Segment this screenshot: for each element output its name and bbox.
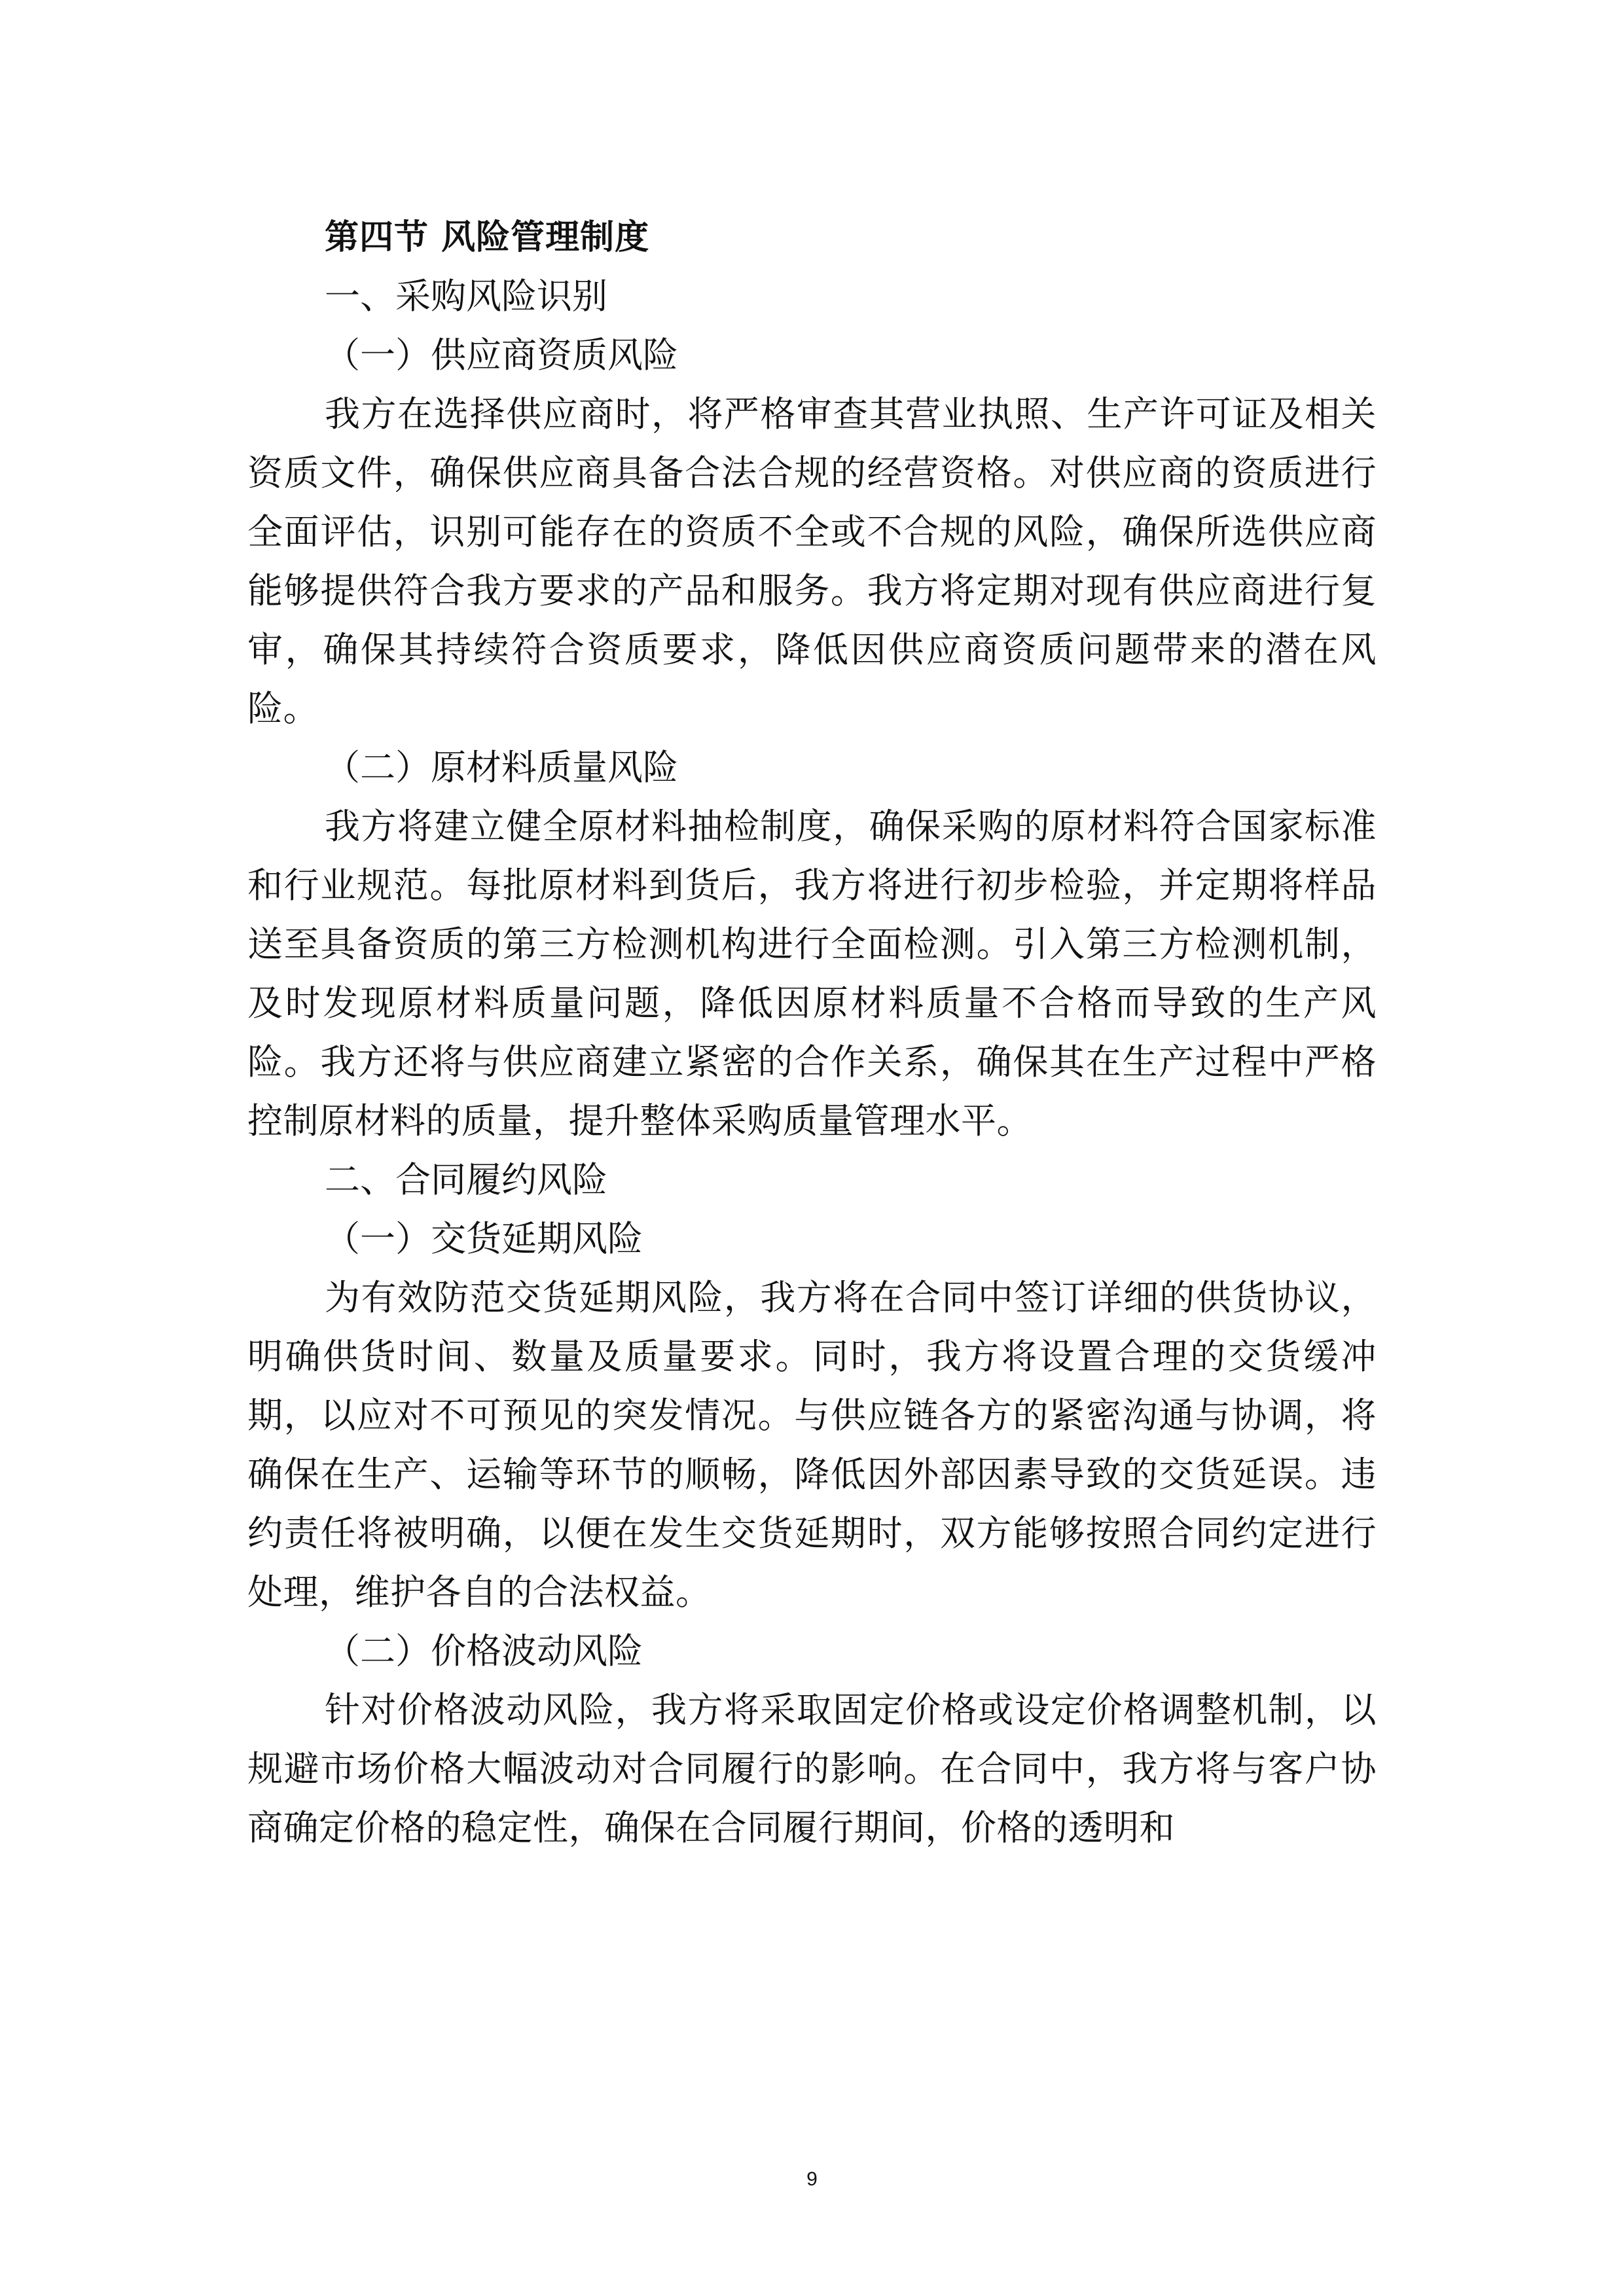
subheading-price-fluctuation-risk: （二）价格波动风险 bbox=[325, 1630, 643, 1672]
paragraph-raw-material-quality: 我方将建立健全原材料抽检制度，确保采购的原材料符合国家标准和行业规范。每批原材料到货后，我方将进行初步检验，并定期将样品送至具备资质的第三方检测机构进行全面检测。引入第三方检测机制，及时发现原材料质量问题，降低因原材料质量不合格而导致的生产风险。我方还将与供应商建立紧密的合作关系，确保其在生产过程中严格控制原材料的质量，提升整体采购质量管理水平。 bbox=[247, 806, 1377, 1141]
paragraph-delivery-delay: 为有效防范交货延期风险，我方将在合同中签订详细的供货协议，明确供货时间、数量及质量要求。同时，我方将设置合理的交货缓冲期，以应对不可预见的突发情况。与供应链各方的紧密沟通与协调，将确保在生产、运输等环节的顺畅，降低因外部因素导致的交货延误。违约责任将被明确，以便在发生交货延期时，双方能够按照合同约定进行处理，维护各自的合法权益。 bbox=[247, 1277, 1377, 1613]
heading-procurement-risk: 一、采购风险识别 bbox=[325, 276, 607, 317]
subheading-supplier-qualification-risk: （一）供应商资质风险 bbox=[325, 334, 678, 376]
paragraph-supplier-qualification: 我方在选择供应商时，将严格审查其营业执照、生产许可证及相关资质文件，确保供应商具备合法合规的经营资格。对供应商的资质进行全面评估，识别可能存在的资质不全或不合规的风险，确保所选供应商能够提供符合我方要求的产品和服务。我方将定期对现有供应商进行复审，确保其持续符合资质要求，降低因供应商资质问题带来的潜在风险。 bbox=[247, 393, 1377, 729]
paragraph-price-fluctuation: 针对价格波动风险，我方将采取固定价格或设定价格调整机制，以规避市场价格大幅波动对合同履行的影响。在合同中，我方将与客户协商确定价格的稳定性，确保在合同履行期间，价格的透明和 bbox=[247, 1689, 1377, 1848]
subheading-raw-material-quality-risk: （二）原材料质量风险 bbox=[325, 747, 678, 788]
section-title: 第四节 风险管理制度 bbox=[325, 218, 650, 257]
page-number: 9 bbox=[806, 2168, 818, 2190]
page-content bbox=[247, 208, 1377, 1857]
heading-contract-performance-risk: 二、合同履约风险 bbox=[325, 1159, 607, 1200]
subheading-delivery-delay-risk: （一）交货延期风险 bbox=[325, 1218, 643, 1259]
